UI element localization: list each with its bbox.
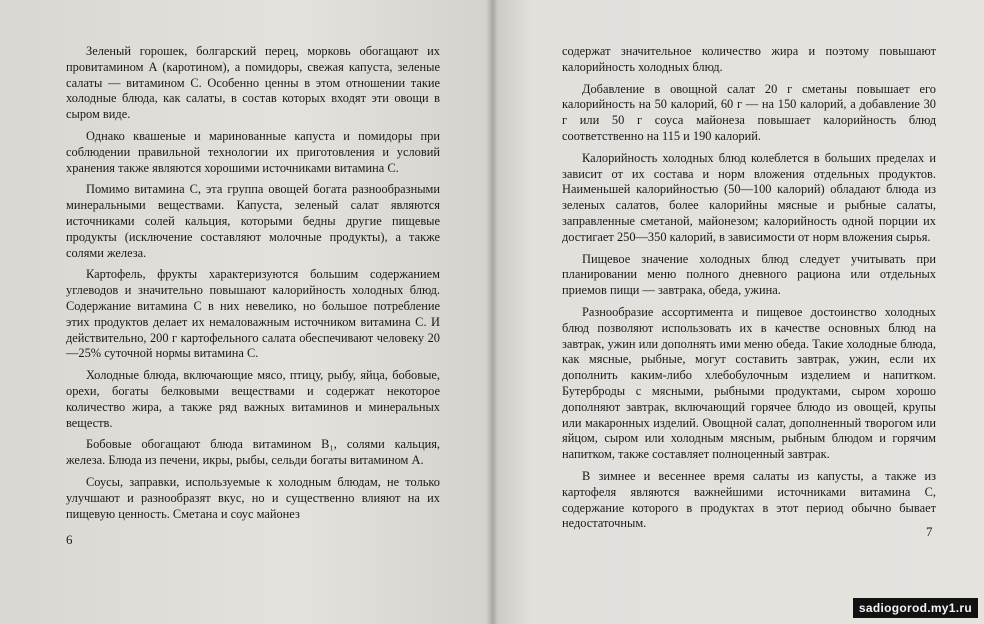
right-page-text [562,44,936,538]
paragraph: Зеленый горошек, болгарский перец, морковь обогащают их провитамином А (каротином), а помидоры, свежая капуста, зеленые салаты — витамином С. Особенно ценны в этом отношении такие холодные блюда, как салаты, в состав которых входят эти овощи в сыром виде. [66,44,440,122]
paragraph: Добавление в овощной салат 20 г сметаны повышает его калорийность на 50 калорий, 60 г — на 150 калорий, а добавление 30 г или 50 г соуса майонеза повышает калорийность блюд соответственно на 115 и 190 калорий. [562,81,936,143]
paragraph: Помимо витамина С, эта группа овощей богата разнообразными минеральными веществами. Капуста, зеленый салат являются источниками солей кальция, которыми бедны другие пищевые продукты (исключение составляют молочные продукты), а также солями железа. [66,182,440,260]
paragraph: Картофель, фрукты характеризуются большим содержанием углеводов и значительно повышают калорийность холодных блюд. Содержание витамина С в них невелико, но большое потребление этих продуктов делает их немаловажным источником витамина С. И действительно, 200 г картофельного салата обеспечивают человеку 20—25% суточной нормы витамина С. [66,267,440,361]
paragraph: Пищевое значение холодных блюд следует учитывать при планировании меню полного дневного рациона или отдельных приемов пищи — завтрака, обеда, ужина. [562,251,936,298]
right-page [492,0,984,624]
paragraph: Разнообразие ассортимента и пищевое достоинство холодных блюд позволяют использовать их в качестве основных блюд на завтрак, ужин или дополнять ими меню обеда. Такие холодные блюда, как мясные, рыбные, могут составить завтрак, ужин, если их дополнить каким-либо хлебобулочным изделием и напитком. Бутерброды с мясными, рыбными продуктами, сыром хорошо дополняют завтрак, включающий горячее блюдо из овощей, крупы или макаронных изделий. Овощной салат, дополненный творогом или яйцом, сыром или холодным мясным, рыбным блюдом и горячим напитком, также составляет полноценный завтрак. [562,304,936,462]
site-watermark: sadiogorod.my1.ru [853,598,978,618]
paragraph: Бобовые обогащают блюда витамином В₁, солями кальция, железа. Блюда из печени, икры, рыбы, сельди богаты витамином А. [66,437,440,468]
page-number-left: 6 [66,532,73,547]
paragraph: Калорийность холодных блюд колеблется в больших пределах и зависит от их состава и норм вложения отдельных продуктов. Наименьшей калорийностью (50—100 калорий) обладают блюда из зеленых салатов, более калорийны мясные и рыбные салаты, заправленные сметаной, майонезом; калорийность одной порции их достигает 250—350 калорий, в зависимости от норм вложения сырья. [562,150,936,244]
paragraph: содержат значительное количество жира и поэтому повышают калорийность холодных блюд. [562,44,936,74]
left-page-text [66,44,440,528]
book-gutter-shadow [486,0,498,624]
paragraph: В зимнее и весеннее время салаты из капусты, а также из картофеля являются важнейшими источниками витамина С, содержание которого в продуктах в этот период обычно бывает недостаточным. [562,468,936,531]
paragraph: Холодные блюда, включающие мясо, птицу, рыбу, яйца, бобовые, орехи, богаты белковыми веществами и содержат некоторое количество жира, а также ряд важных витаминов и минеральных веществ. [66,368,440,430]
paragraph: Однако квашеные и маринованные капуста и помидоры при соблюдении правильной технологии их приготовления и условий хранения также являются хорошими источниками витамина С. [66,128,440,175]
page-number-right: 7 [926,524,933,539]
paragraph: Соусы, заправки, используемые к холодным блюдам, не только улучшают и разнообразят вкус, но и существенно влияют на их пищевую ценность. Сметана и соус майонез [66,474,440,521]
